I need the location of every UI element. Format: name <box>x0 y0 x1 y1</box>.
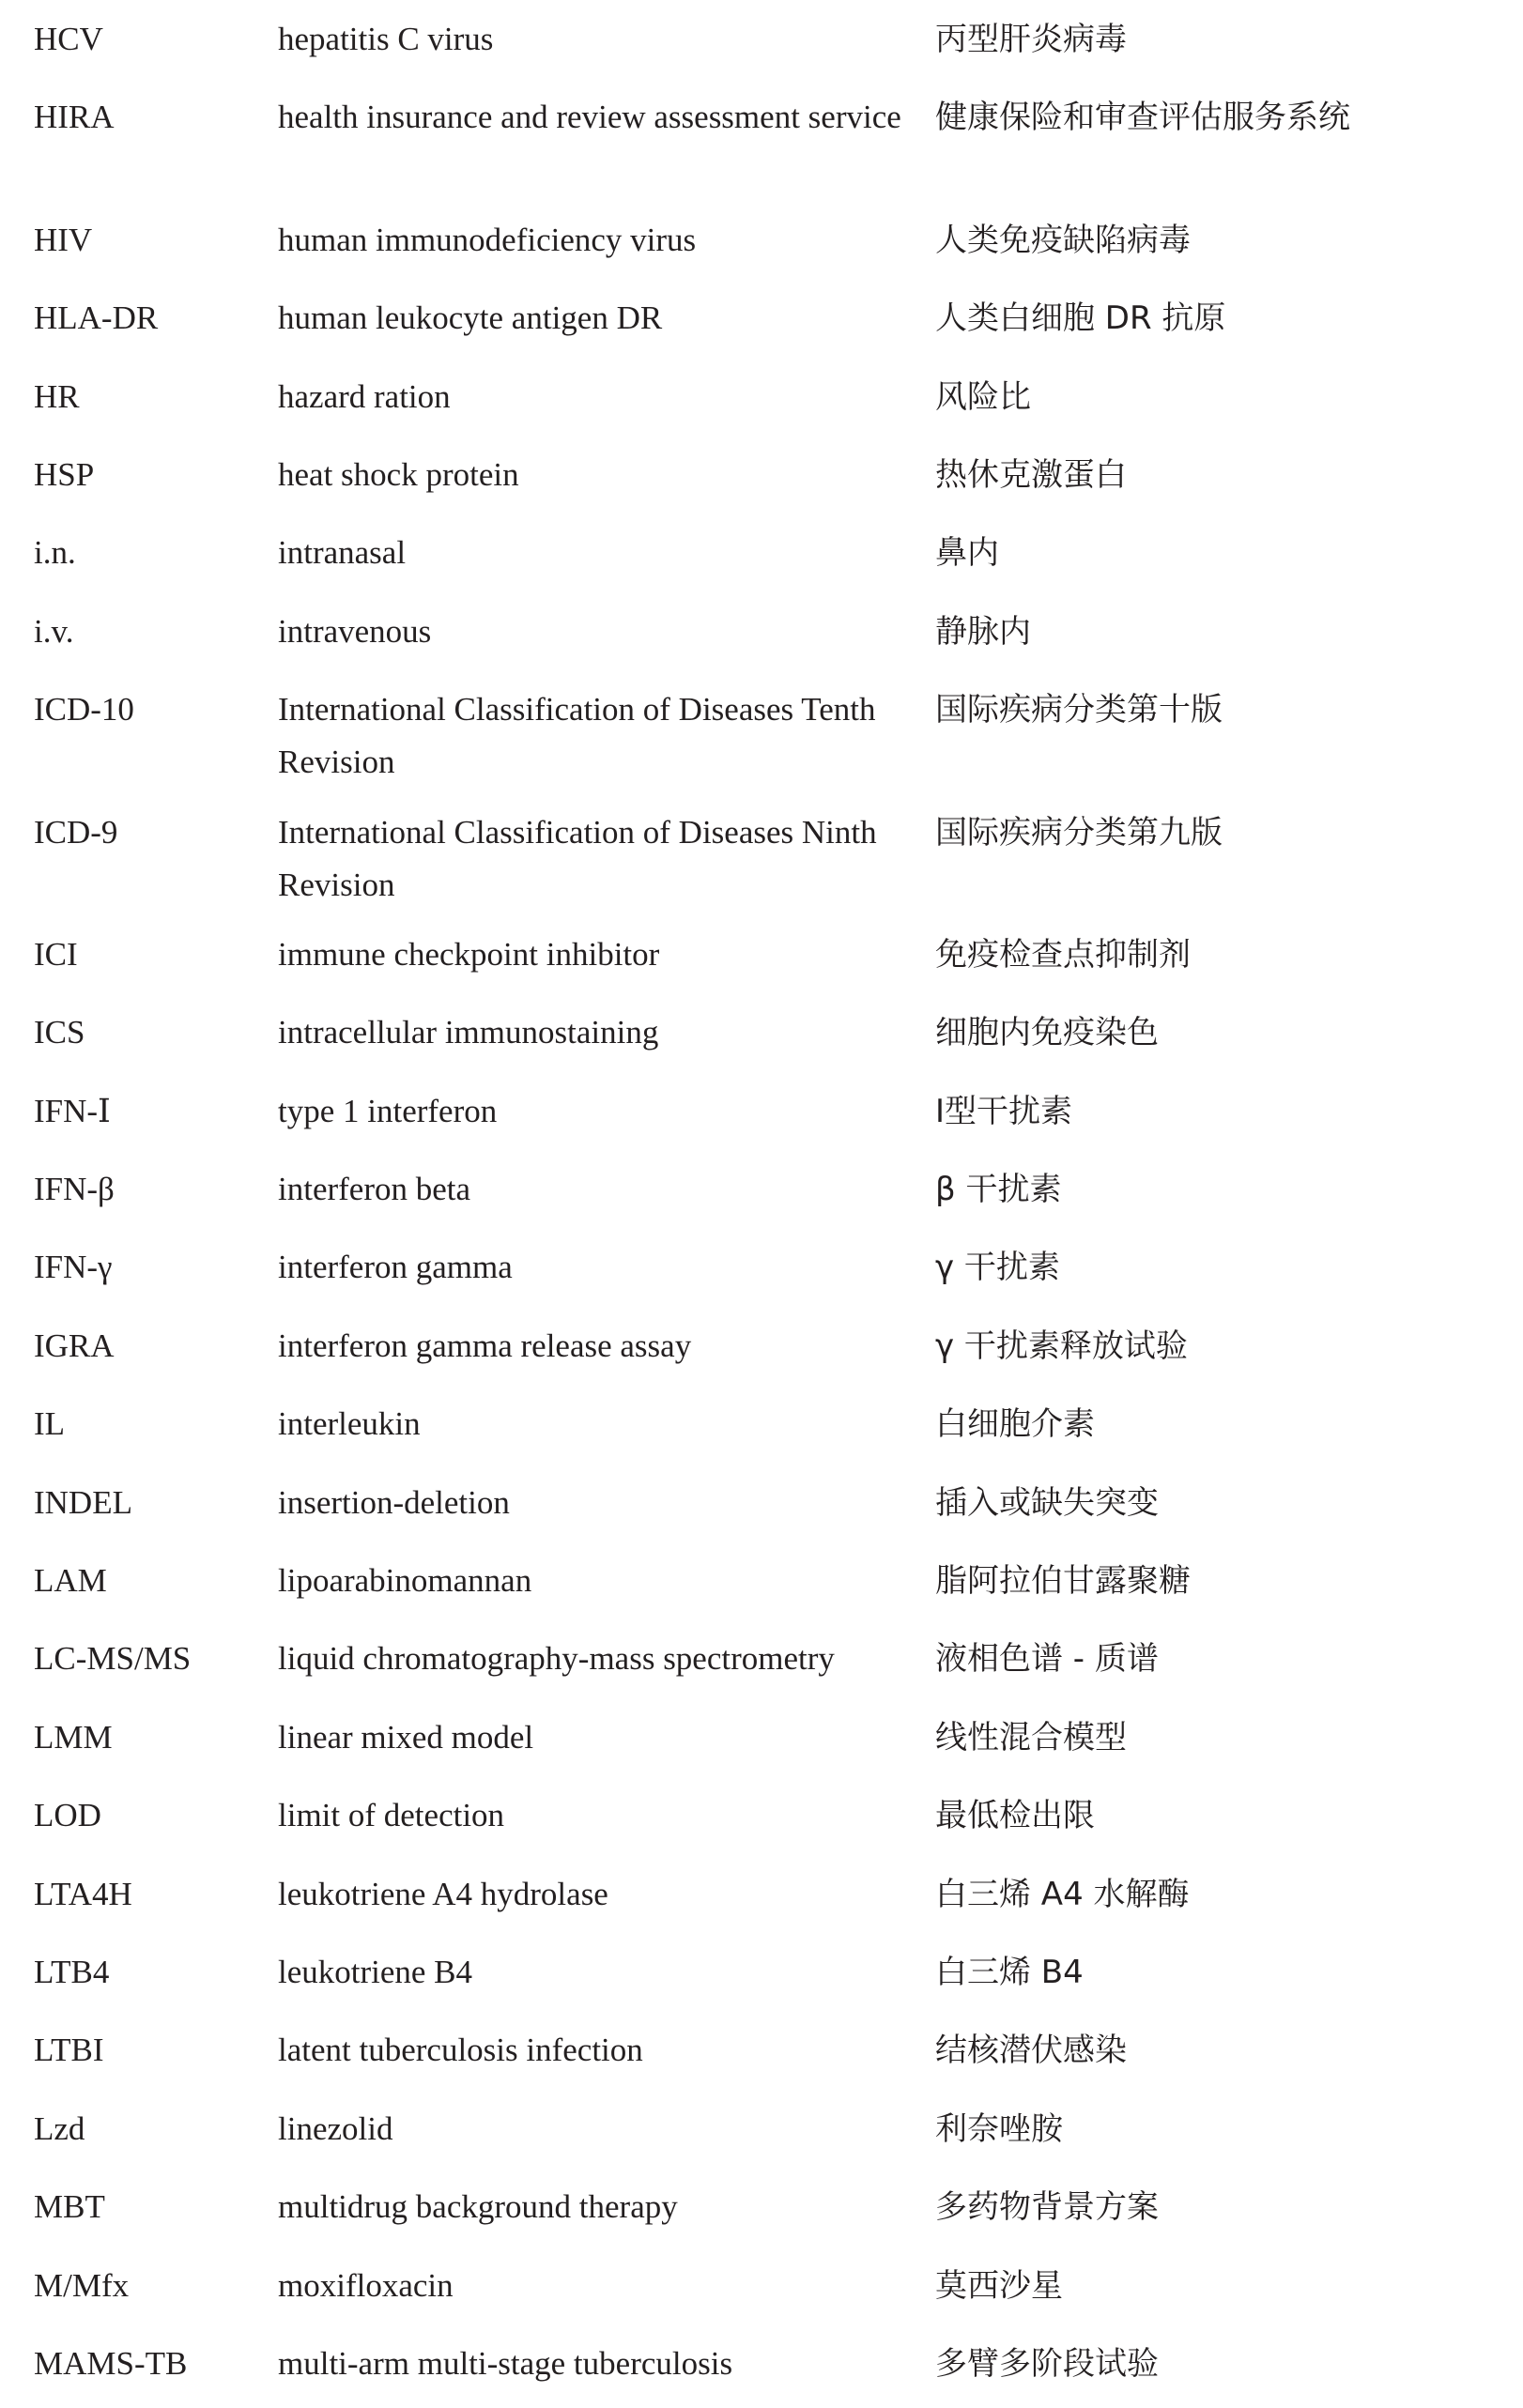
chinese-term: 莫西沙星 <box>935 2266 1063 2305</box>
glossary-entry <box>34 0 1499 78</box>
abbreviation: LTB4 <box>34 1953 110 1990</box>
glossary-entry <box>34 993 1499 1071</box>
chinese-term: 液相色谱 - 质谱 <box>935 1640 1159 1679</box>
english-term: multidrug background therapy <box>278 2188 678 2226</box>
english-term: intravenous <box>278 612 432 650</box>
chinese-term: 利奈唑胺 <box>935 2109 1063 2148</box>
chinese-term: 多臂多阶段试验 <box>935 2344 1159 2383</box>
glossary-entry <box>34 670 1499 792</box>
abbreviation: IL <box>34 1405 66 1443</box>
chinese-term: Ⅰ型干扰素 <box>935 1092 1073 1130</box>
chinese-term: 白三烯 B4 <box>935 1953 1084 1991</box>
abbreviation: HIV <box>34 221 93 258</box>
chinese-term: 插入或缺失突变 <box>935 1483 1159 1522</box>
glossary-entry <box>34 1150 1499 1228</box>
chinese-term: 白细胞介素 <box>935 1405 1095 1444</box>
english-term: lipoarabinomannan <box>278 1562 532 1600</box>
glossary-entry <box>34 201 1499 279</box>
abbreviation: LAM <box>34 1562 107 1600</box>
chinese-term: 健康保险和审查评估服务系统 <box>935 99 1350 137</box>
abbreviation: i.n. <box>34 534 76 572</box>
english-term: International Classification of Diseases Ninth Revision <box>278 813 877 903</box>
glossary-entry <box>34 1698 1499 1776</box>
english-term: hazard ration <box>278 377 451 415</box>
glossary-entry <box>34 1072 1499 1150</box>
english-term: interferon gamma release assay <box>278 1327 692 1364</box>
glossary-entry <box>34 2168 1499 2246</box>
english-term: linezolid <box>278 2109 393 2147</box>
chinese-term: 结核潜伏感染 <box>935 2032 1127 2070</box>
abbreviation: MAMS-TB <box>34 2344 188 2382</box>
abbreviation: HR <box>34 377 80 415</box>
glossary-entry <box>34 2090 1499 2168</box>
chinese-term: 脂阿拉伯甘露聚糖 <box>935 1562 1191 1601</box>
english-term: leukotriene A4 hydrolase <box>278 1875 608 1912</box>
glossary-entry <box>34 1385 1499 1463</box>
english-term: insertion-deletion <box>278 1483 510 1521</box>
chinese-term: 白三烯 A4 水解酶 <box>935 1875 1190 1913</box>
english-term: leukotriene B4 <box>278 1953 473 1990</box>
glossary-entry <box>34 1307 1499 1385</box>
glossary-entry <box>34 592 1499 670</box>
english-term: International Classification of Diseases Tenth Revision <box>278 691 876 781</box>
english-term: interleukin <box>278 1405 421 1443</box>
chinese-term: 线性混合模型 <box>935 1718 1127 1756</box>
english-term: heat shock protein <box>278 455 519 493</box>
abbreviation: IFN-γ <box>34 1249 113 1286</box>
abbreviation: LOD <box>34 1797 101 1834</box>
chinese-term: 丙型肝炎病毒 <box>935 21 1127 58</box>
abbreviation: Lzd <box>34 2109 85 2147</box>
english-term: linear mixed model <box>278 1718 534 1756</box>
chinese-term: γ 干扰素 <box>935 1249 1060 1287</box>
abbreviation: HCV <box>34 21 103 57</box>
glossary-entry <box>34 1464 1499 1541</box>
abbreviation: HIRA <box>34 99 115 136</box>
chinese-term: 静脉内 <box>935 612 1031 651</box>
english-term: multi-arm multi-stage tuberculosis <box>278 2344 733 2382</box>
chinese-term: 细胞内免疫染色 <box>935 1014 1159 1052</box>
abbreviation: LC-MS/MS <box>34 1640 192 1678</box>
english-term: health insurance and review assessment service <box>278 99 901 136</box>
glossary-entry <box>34 78 1499 200</box>
english-term: interferon beta <box>278 1171 471 1208</box>
abbreviation: ICD-10 <box>34 691 134 729</box>
glossary-entry <box>34 2011 1499 2089</box>
glossary-entry <box>34 514 1499 591</box>
glossary-entry <box>34 1541 1499 1619</box>
chinese-term: γ 干扰素释放试验 <box>935 1327 1188 1365</box>
abbreviation: IGRA <box>34 1327 115 1364</box>
chinese-term: 多药物背景方案 <box>935 2188 1159 2227</box>
glossary-entry <box>34 1776 1499 1854</box>
abbreviation: INDEL <box>34 1483 132 1521</box>
glossary-entry <box>34 2324 1499 2402</box>
english-term: human leukocyte antigen DR <box>278 299 663 337</box>
chinese-term: 最低检出限 <box>935 1797 1095 1835</box>
abbreviation: ICD-9 <box>34 813 118 851</box>
abbreviation: LTA4H <box>34 1875 132 1912</box>
abbreviation: LTBI <box>34 2032 104 2069</box>
english-term: interferon gamma <box>278 1249 513 1286</box>
abbreviation: LMM <box>34 1718 113 1756</box>
abbreviation: IFN-β <box>34 1171 115 1208</box>
chinese-term: 国际疾病分类第十版 <box>935 691 1223 729</box>
abbreviation: MBT <box>34 2188 105 2226</box>
english-term: human immunodeficiency virus <box>278 221 697 258</box>
abbreviation: M/Mfx <box>34 2266 130 2304</box>
glossary-entry <box>34 358 1499 436</box>
english-term: liquid chromatography-mass spectrometry <box>278 1640 835 1678</box>
glossary-entry <box>34 1619 1499 1697</box>
chinese-term: 人类白细胞 DR 抗原 <box>935 299 1226 338</box>
english-term: type 1 interferon <box>278 1092 498 1129</box>
glossary-entry <box>34 279 1499 357</box>
chinese-term: 人类免疫缺陷病毒 <box>935 221 1191 259</box>
abbreviation: i.v. <box>34 612 74 650</box>
glossary-entry <box>34 915 1499 993</box>
english-term: intracellular immunostaining <box>278 1014 659 1051</box>
chinese-term: 热休克激蛋白 <box>935 455 1127 494</box>
glossary-entry <box>34 2247 1499 2324</box>
abbreviation: IFN-Ⅰ <box>34 1092 111 1129</box>
glossary-entry <box>34 1855 1499 1933</box>
chinese-term: 国际疾病分类第九版 <box>935 813 1223 851</box>
english-term: immune checkpoint inhibitor <box>278 935 660 973</box>
glossary-entry <box>34 436 1499 514</box>
chinese-term: 免疫检查点抑制剂 <box>935 935 1191 974</box>
english-term: intranasal <box>278 534 407 572</box>
english-term: limit of detection <box>278 1797 505 1834</box>
abbreviation: HLA-DR <box>34 299 159 337</box>
abbreviation: ICI <box>34 935 78 973</box>
chinese-term: β 干扰素 <box>935 1171 1062 1209</box>
english-term: hepatitis C virus <box>278 21 494 57</box>
glossary-entry <box>34 1933 1499 2011</box>
chinese-term: 鼻内 <box>935 534 999 573</box>
abbreviation-glossary <box>34 0 1499 2402</box>
english-term: moxifloxacin <box>278 2266 454 2304</box>
abbreviation: HSP <box>34 455 95 493</box>
chinese-term: 风险比 <box>935 377 1031 416</box>
english-term: latent tuberculosis infection <box>278 2032 643 2069</box>
glossary-entry <box>34 793 1499 915</box>
abbreviation: ICS <box>34 1014 85 1051</box>
glossary-entry <box>34 1228 1499 1306</box>
